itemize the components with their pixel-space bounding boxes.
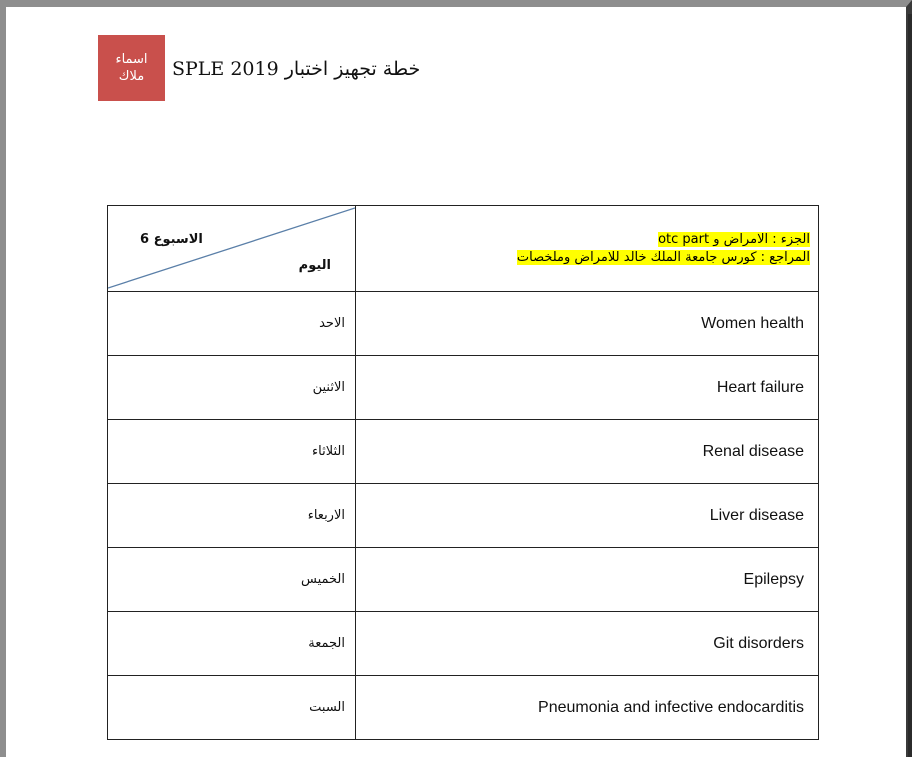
day-cell: الجمعة	[108, 612, 356, 676]
topic-cell: Liver disease	[356, 484, 819, 548]
table-row	[108, 356, 819, 420]
day-column-header: اليوم	[298, 258, 331, 273]
day-cell: الاثنين	[108, 356, 356, 420]
day-cell: الاحد	[108, 292, 356, 356]
document-title: خطة تجهيز اختبار SPLE 2019	[172, 58, 421, 80]
topic-cell: Pneumonia and infective endocarditis	[356, 676, 819, 740]
logo-line-1: اسماء	[115, 52, 148, 67]
page-shadow	[908, 14, 912, 757]
week-label: الاسبوع 6	[140, 232, 203, 247]
topic-cell: Heart failure	[356, 356, 819, 420]
day-cell: الثلاثاء	[108, 420, 356, 484]
table-row	[108, 676, 819, 740]
week-day-header-cell	[108, 206, 356, 292]
table-row	[108, 420, 819, 484]
table-row	[108, 612, 819, 676]
day-cell: الخميس	[108, 548, 356, 612]
table-header-row	[108, 206, 819, 292]
study-plan-table	[107, 205, 819, 740]
diagonal-divider	[108, 206, 355, 291]
table-row	[108, 484, 819, 548]
topic-cell: Epilepsy	[356, 548, 819, 612]
section-references-text: المراجع : كورس جامعة الملك خالد للامراض وملخصات	[516, 249, 810, 265]
topic-cell: Women health	[356, 292, 819, 356]
topic-cell: Renal disease	[356, 420, 819, 484]
section-part-text: الجزء : الامراض و otc part	[658, 231, 810, 247]
table-row	[108, 548, 819, 612]
day-cell: السبت	[108, 676, 356, 740]
author-logo	[98, 35, 165, 101]
topic-cell: Git disorders	[356, 612, 819, 676]
section-info-cell	[356, 206, 819, 292]
table-row	[108, 292, 819, 356]
day-cell: الاربعاء	[108, 484, 356, 548]
logo-line-2: ملاك	[118, 69, 145, 84]
